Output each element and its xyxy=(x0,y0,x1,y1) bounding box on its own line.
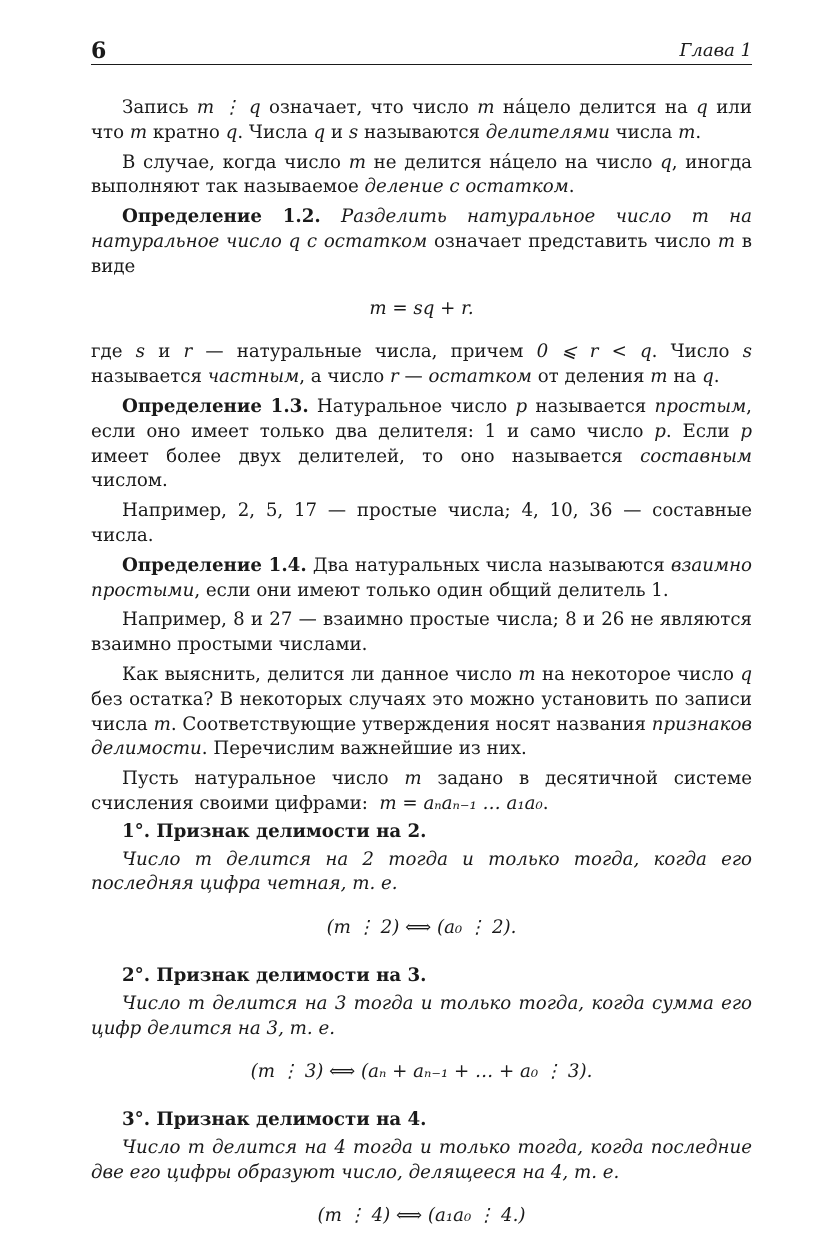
definition-1-4: Определение 1.4. Два натуральных числа называются взаимно простыми, если они имеют только один общий делитель 1. xyxy=(91,554,752,601)
criterion-2-formula: (m ⋮ 3) ⟺ (aₙ + aₙ₋₁ + … + a₀ ⋮ 3). xyxy=(250,1061,593,1083)
criterion-3-formula: (m ⋮ 4) ⟺ (a₁a₀ ⋮ 4.) xyxy=(317,1205,526,1227)
paragraph-criteria-intro: Как выяснить, делится ли данное число m на некоторое число q без остатка? В некоторых случаях это можно установить по записи числа m. Соответствующие утверждения носят названия признаков делимости. Перечислим важнейшие из них. xyxy=(91,663,752,760)
paragraph-digit-notation: Пусть натуральное число m задано в десятичной системе счисления своими цифрами: m = aₙaₙ₋₁ … a₁a₀. xyxy=(91,768,752,814)
formula-division: m = sq + r. xyxy=(369,297,474,319)
example-coprime: Например, 8 и 27 — взаимно простые числа; 8 и 26 не являются взаимно простыми числами. xyxy=(91,609,752,656)
criterion-3-title: 3°. Признак делимости на 4. xyxy=(122,1109,427,1131)
chapter-title: Глава 1 xyxy=(679,40,752,61)
paragraph-quotient: где s и r — натуральные числа, причем 0 ⩽ r < q. Число s называется частным, а число r — остатком от деления m на q. xyxy=(91,341,752,388)
page-body xyxy=(91,96,752,1252)
criterion-1-text: Число m делится на 2 тогда и только тогда, когда его последняя цифра четная, т. е. xyxy=(91,848,752,895)
paragraph-remainder: В случае, когда число m не делится на́цело на число q, иногда выполняют так называемое деление с остатком. xyxy=(91,151,752,198)
definition-1-2: Определение 1.2. Разделить натуральное число m на натуральное число q с остатком означает представить число m в виде xyxy=(91,206,752,277)
definition-1-3: Определение 1.3. Натуральное число p называется простым, если оно имеет только два делителя: 1 и само число p. Если p имеет более двух делителей, то оно называется составным числом. xyxy=(91,395,752,492)
digit-notation: m = aₙaₙ₋₁ … a₁a₀ xyxy=(379,792,543,814)
page-header xyxy=(91,38,752,65)
page xyxy=(91,38,752,1227)
criterion-1-formula: (m ⋮ 2) ⟺ (a₀ ⋮ 2). xyxy=(326,917,517,939)
criterion-2-text: Число m делится на 3 тогда и только тогда, когда сумма его цифр делится на 3, т. е. xyxy=(91,992,752,1039)
paragraph-notation: Запись m ⋮ q означает, что число m на́цело делится на q или что m кратно q. Числа q и s называются делителями числа m. xyxy=(91,97,752,143)
example-primes: Например, 2, 5, 17 — простые числа; 4, 10, 36 — составные числа. xyxy=(91,500,752,546)
page-number: 6 xyxy=(91,38,107,64)
criterion-2-title: 2°. Признак делимости на 3. xyxy=(122,964,427,986)
criterion-3-text: Число m делится на 4 тогда и только тогда, когда последние две его цифры образуют число, делящееся на 4, т. е. xyxy=(91,1136,752,1183)
criterion-1-title: 1°. Признак делимости на 2. xyxy=(122,820,427,842)
